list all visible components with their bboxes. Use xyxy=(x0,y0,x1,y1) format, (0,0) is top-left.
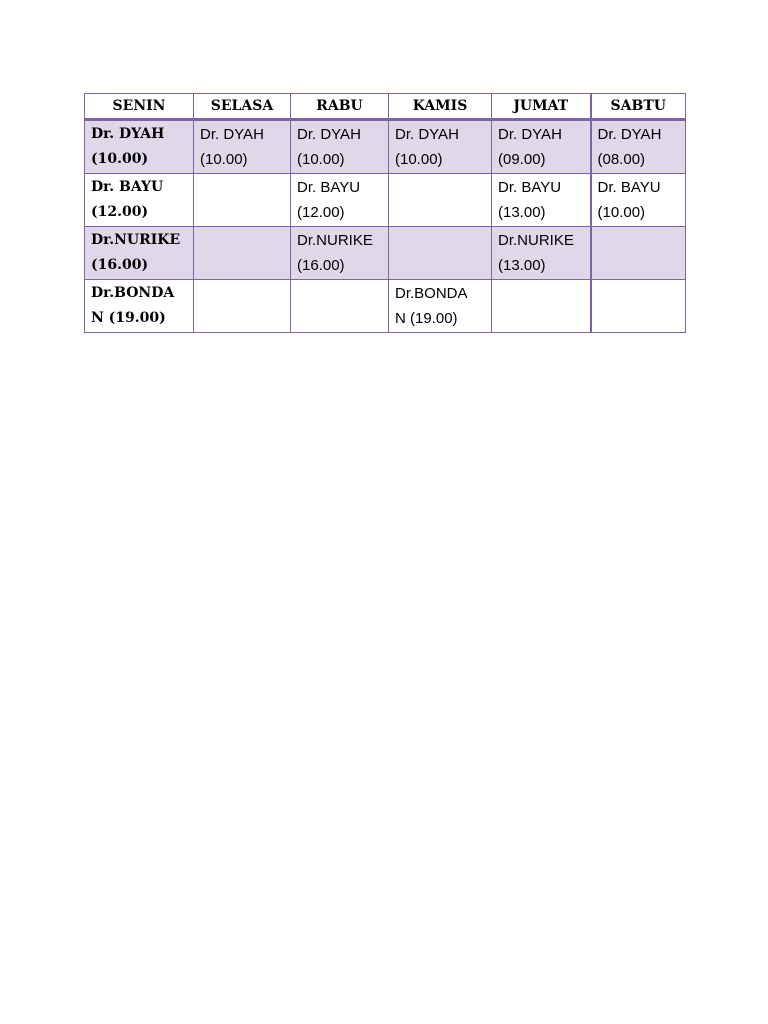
cell-selasa xyxy=(194,120,291,174)
header-senin: SENIN xyxy=(85,94,194,120)
cell-rabu xyxy=(291,120,389,174)
cell-jumat xyxy=(492,280,591,333)
header-jumat: JUMAT xyxy=(492,94,591,120)
cell-senin xyxy=(85,227,194,280)
header-rabu: RABU xyxy=(291,94,389,120)
cell-text-line: Dr. DYAH xyxy=(297,126,361,143)
schedule-body xyxy=(85,120,686,333)
cell-kamis xyxy=(389,227,492,280)
cell-kamis xyxy=(389,174,492,227)
cell-selasa xyxy=(194,227,291,280)
header-selasa: SELASA xyxy=(194,94,291,120)
cell-text-line: N (19.00) xyxy=(395,310,458,327)
cell-text-line: (12.00) xyxy=(297,204,345,221)
cell-text-line: (12.00) xyxy=(91,204,149,220)
cell-kamis xyxy=(389,120,492,174)
cell-rabu xyxy=(291,174,389,227)
cell-text-line: (13.00) xyxy=(498,204,546,221)
cell-jumat xyxy=(492,227,591,280)
cell-text-line: (16.00) xyxy=(297,257,345,274)
cell-text-line: (10.00) xyxy=(297,151,345,168)
cell-text-line: Dr. BAYU xyxy=(597,179,661,196)
cell-text-line: (10.00) xyxy=(200,151,248,168)
cell-text-line: (10.00) xyxy=(91,151,149,167)
cell-selasa xyxy=(194,174,291,227)
cell-text-line: N (19.00) xyxy=(91,310,166,326)
cell-jumat xyxy=(492,120,591,174)
cell-text-line: (09.00) xyxy=(498,151,546,168)
cell-text-line: Dr.BONDA xyxy=(395,285,468,302)
cell-text-line: Dr. BAYU xyxy=(498,179,562,196)
cell-sabtu xyxy=(591,227,686,280)
cell-rabu xyxy=(291,227,389,280)
cell-text-line: Dr. BAYU xyxy=(297,179,361,196)
table-row xyxy=(85,174,686,227)
cell-text-line: (13.00) xyxy=(498,257,546,274)
cell-sabtu xyxy=(591,174,686,227)
cell-text-line: Dr. DYAH xyxy=(395,126,459,143)
cell-selasa xyxy=(194,280,291,333)
cell-text-line: Dr.BONDA xyxy=(91,285,175,301)
cell-senin xyxy=(85,120,194,174)
cell-sabtu xyxy=(591,120,686,174)
cell-text-line: (08.00) xyxy=(597,151,646,168)
table-row xyxy=(85,280,686,333)
cell-sabtu xyxy=(591,280,686,333)
cell-text-line: (16.00) xyxy=(91,257,149,273)
cell-rabu xyxy=(291,280,389,333)
header-sabtu: SABTU xyxy=(591,94,686,120)
cell-text-line: (10.00) xyxy=(597,204,646,221)
cell-text-line: Dr.NURIKE xyxy=(297,232,373,249)
header-kamis: KAMIS xyxy=(389,94,492,120)
cell-senin xyxy=(85,280,194,333)
cell-text-line: Dr.NURIKE xyxy=(91,232,181,248)
cell-text-line: Dr. BAYU xyxy=(91,179,164,195)
cell-kamis xyxy=(389,280,492,333)
cell-jumat xyxy=(492,174,591,227)
schedule-table xyxy=(84,93,686,333)
header-row xyxy=(85,94,686,120)
cell-text-line: Dr.NURIKE xyxy=(498,232,574,249)
cell-text-line: Dr. DYAH xyxy=(498,126,562,143)
cell-text-line: Dr. DYAH xyxy=(200,126,264,143)
cell-text-line: (10.00) xyxy=(395,151,443,168)
cell-text-line: Dr. DYAH xyxy=(91,126,165,142)
table-row xyxy=(85,120,686,174)
cell-text-line: Dr. DYAH xyxy=(597,126,662,143)
table-row xyxy=(85,227,686,280)
cell-senin xyxy=(85,174,194,227)
